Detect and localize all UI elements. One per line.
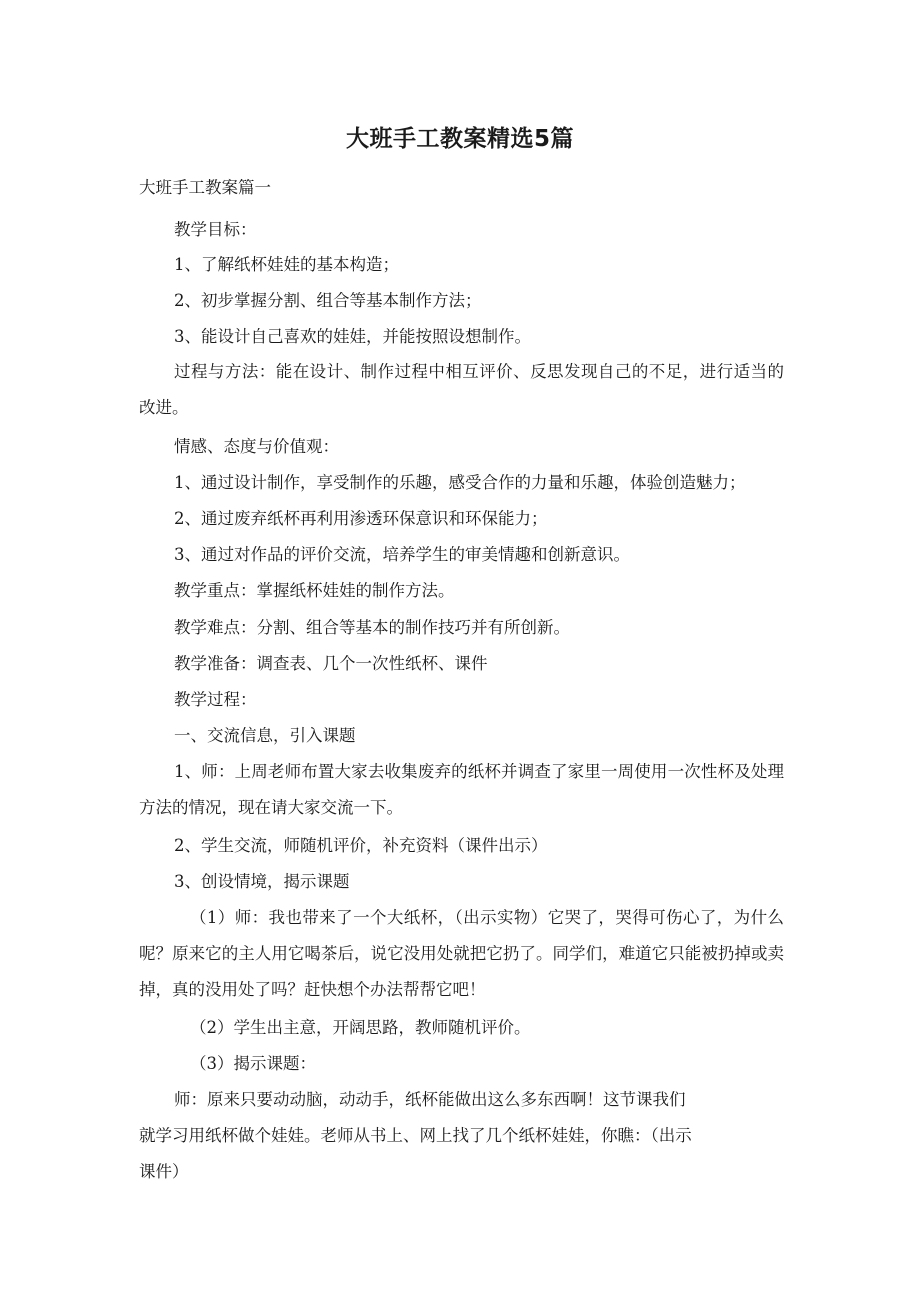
paragraph-goal-1: 1、了解纸杯娃娃的基本构造； — [174, 255, 399, 274]
paragraph-process-method: 过程与方法：能在设计、制作过程中相互评价、反思发现自己的不足，进行适当的改进。 — [139, 362, 784, 417]
paragraph-step-1-1: 1、师：上周老师布置大家去收集废弃的纸杯并调查了家里一周使用一次性杯及处理方法的情况，现在请大家交流一下。 — [139, 762, 784, 817]
paragraph-substep-2: （2）学生出主意，开阔思路，教师随机评价。 — [190, 1018, 531, 1037]
paragraph-teacher-intro: 师：原来只要动动脑，动动手，纸杯能做出这么多东西啊！这节课我们就学习用纸杯做个娃娃。老师从书上、网上找了几个纸杯娃娃，你瞧：（出示课件） — [139, 1090, 692, 1181]
paragraph-teaching-goals: 教学目标： — [174, 220, 257, 239]
paragraph-emotion-2: 2、通过废弃纸杯再利用渗透环保意识和环保能力； — [174, 509, 548, 528]
paragraph-goal-3: 3、能设计自己喜欢的娃娃，并能按照设想制作。 — [174, 327, 531, 346]
paragraph-emotion-1: 1、通过设计制作，享受制作的乐趣，感受合作的力量和乐趣，体验创造魅力； — [174, 473, 746, 492]
paragraph-key-point: 教学重点：掌握纸杯娃娃的制作方法。 — [174, 581, 455, 600]
document-title: 大班手工教案精选5篇 — [345, 126, 574, 152]
paragraph-substep-1: （1）师：我也带来了一个大纸杯，（出示实物）它哭了，哭得可伤心了，为什么呢？原来它的主人用它喝茶后，说它没用处就把它扔了。同学们，难道它只能被扔掉或卖掉，真的没用处了吗？赶快想个办法帮帮它吧！ — [139, 908, 784, 999]
paragraph-step-one: 一、交流信息，引入课题 — [174, 726, 356, 745]
paragraph-preparation: 教学准备：调查表、几个一次性纸杯、课件 — [174, 654, 488, 673]
paragraph-step-1-3: 3、创设情境，揭示课题 — [174, 872, 350, 891]
paragraph-difficulty: 教学难点：分割、组合等基本的制作技巧并有所创新。 — [174, 618, 570, 637]
paragraph-emotion-3: 3、通过对作品的评价交流，培养学生的审美情趣和创新意识。 — [174, 545, 630, 564]
paragraph-goal-2: 2、初步掌握分割、组合等基本制作方法； — [174, 291, 482, 310]
paragraph-emotion-heading: 情感、态度与价值观： — [174, 437, 339, 456]
paragraph-step-1-2: 2、学生交流，师随机评价，补充资料（课件出示） — [174, 836, 548, 855]
section-heading: 大班手工教案篇一 — [139, 178, 271, 197]
paragraph-substep-3: （3）揭示课题： — [190, 1054, 316, 1073]
paragraph-process-heading: 教学过程： — [174, 690, 257, 709]
